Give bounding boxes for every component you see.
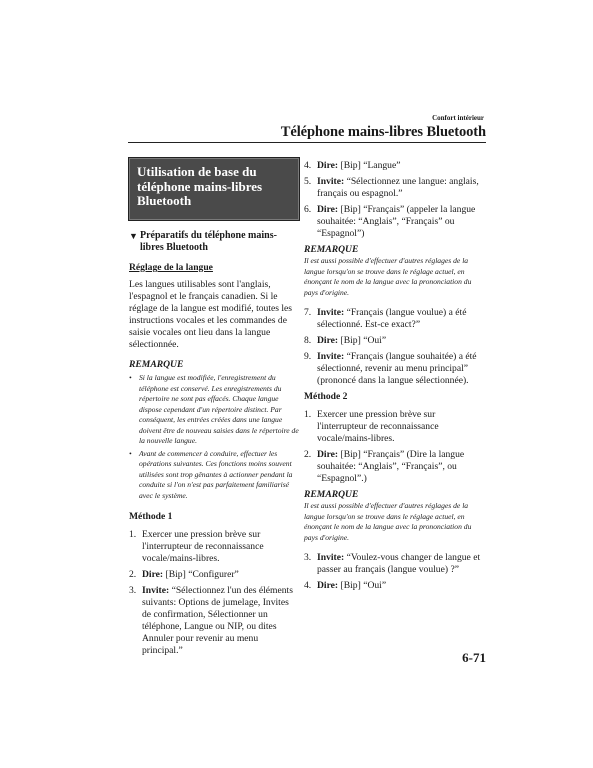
step-text: “Sélectionnez l'un des éléments suivants: Options de jumelage, Invites de confirmation, Sélectionner un téléphone, Langue ou NIP, ou dites Annuler pour revenir au menu principal.”	[142, 585, 293, 656]
step-number: 5.	[304, 176, 312, 187]
right-column	[304, 160, 486, 596]
step-item	[304, 160, 486, 172]
step-number: 2.	[304, 449, 312, 460]
step-text: “Français (langue voulue) a été sélectionné. Est-ce exact?”	[317, 307, 467, 330]
remark-bullet	[129, 373, 299, 447]
step-number: 1.	[129, 529, 137, 540]
step-text: [Bip] “Français” (appeler la langue souhaitée: “Anglais”, “Français” ou “Espagnol”)	[317, 204, 476, 239]
header-divider	[128, 142, 486, 143]
step-keyword: Invite:	[142, 585, 170, 596]
method-1-steps	[129, 529, 299, 657]
step-number: 3.	[129, 585, 137, 596]
step-number: 4.	[304, 580, 312, 591]
step-keyword: Invite:	[317, 307, 345, 318]
header-section-label: Confort intérieur	[432, 114, 484, 122]
language-heading: Réglage de la langue	[129, 262, 213, 273]
method-2-title: Méthode 2	[304, 391, 348, 402]
page-title: Téléphone mains-libres Bluetooth	[280, 124, 486, 140]
bullet-icon: •	[129, 373, 132, 382]
step-keyword: Dire:	[317, 449, 339, 460]
remark-title: REMARQUE	[304, 489, 359, 500]
bullet-text: Si la langue est modifiée, l'enregistrement du téléphone est conservé. Les enregistrements du répertoire ne sont pas effacés. Chaque langue dispose cependant d'un répertoire distinct. Par conséquent, les entrées créées dans une langue doivent être de nouveau saisies dans le répertoire de la nouvelle langue.	[139, 373, 299, 445]
step-text: Exercer une pression brève sur l'interrupteur de reconnaissance vocale/mains-libres.	[142, 529, 264, 564]
step-item	[304, 335, 486, 347]
intro-paragraph: Les langues utilisables sont l'anglais, l'espagnol et le français canadien. Si le réglage de la langue est modifié, toutes les instructions vocales et les commandes de saisie vocales ont lieu dans la langue sélectionnée.	[129, 279, 293, 350]
step-text: “Français (langue souhaitée) a été sélectionné, revenir au menu principal” (prononcé dans la langue sélectionnée).	[317, 351, 477, 386]
step-text: “Sélectionnez une langue: anglais, français ou espagnol.”	[317, 176, 479, 199]
step-item	[304, 351, 486, 387]
page-number: 6-71	[462, 650, 486, 665]
step-number: 4.	[304, 160, 312, 171]
remark-bullets	[129, 373, 299, 501]
step-item	[129, 569, 299, 581]
step-keyword: Dire:	[317, 580, 339, 591]
step-text: Exercer une pression brève sur l'interrupteur de reconnaissance vocale/mains-libres.	[317, 409, 439, 444]
left-column	[129, 158, 299, 661]
step-number: 8.	[304, 335, 312, 346]
step-number: 6.	[304, 204, 312, 215]
remark-text: Il est aussi possible d'effectuer d'autres réglages de la langue lorsqu'on se trouve dans le réglage actuel, en énonçant le nom de la langue avec la prononciation du pays d'origine.	[304, 501, 472, 542]
method-2-steps	[304, 409, 486, 485]
step-text: [Bip] “Oui”	[338, 580, 387, 591]
step-number: 3.	[304, 552, 312, 563]
subheading	[129, 230, 299, 254]
step-item	[304, 307, 486, 331]
remark-text: Il est aussi possible d'effectuer d'autres réglages de la langue lorsqu'on se trouve dans le réglage actuel, en énonçant le nom de la langue avec la prononciation du pays d'origine.	[304, 256, 472, 297]
step-number: 7.	[304, 307, 312, 318]
step-item	[304, 204, 486, 240]
step-text: [Bip] “Configurer”	[163, 569, 239, 580]
step-keyword: Invite:	[317, 351, 345, 362]
section-title-box: Utilisation de base du téléphone mains-libres Bluetooth	[129, 158, 299, 220]
step-item	[304, 580, 486, 592]
step-keyword: Dire:	[317, 204, 339, 215]
language-steps-a	[304, 160, 486, 240]
remark-title: REMARQUE	[304, 244, 359, 255]
step-text: “Voulez-vous changer de langue et passer au français (langue voulue) ?”	[317, 552, 481, 575]
step-keyword: Dire:	[142, 569, 164, 580]
subheading-text: Préparatifs du téléphone mains-libres Bluetooth	[140, 230, 277, 253]
step-keyword: Dire:	[317, 160, 339, 171]
language-steps-b	[304, 307, 486, 387]
step-number: 9.	[304, 351, 312, 362]
step-keyword: Invite:	[317, 176, 345, 187]
method-2-steps-continued	[304, 552, 486, 592]
step-item	[304, 552, 486, 576]
remark-bullet	[129, 449, 299, 502]
method-1-title: Méthode 1	[129, 511, 173, 522]
step-item	[129, 529, 299, 565]
step-text: [Bip] “Français” (Dire la langue souhaitée: “Anglais”, “Français”, ou “Espagnol”.)	[317, 449, 465, 484]
step-text: [Bip] “Oui”	[338, 335, 387, 346]
step-keyword: Invite:	[317, 552, 345, 563]
step-text: [Bip] “Langue”	[338, 160, 401, 171]
step-item	[304, 176, 486, 200]
step-number: 2.	[129, 569, 137, 580]
triangle-marker-icon: ▼	[129, 231, 138, 241]
step-keyword: Dire:	[317, 335, 339, 346]
step-item	[304, 409, 486, 445]
bullet-icon: •	[129, 448, 132, 458]
step-item	[129, 585, 299, 657]
step-item	[304, 449, 486, 485]
step-number: 1.	[304, 409, 312, 420]
remark-title: REMARQUE	[129, 359, 184, 370]
bullet-text: Avant de commencer à conduire, effectuer les opérations suivantes. Ces fonctions moins souvent utilisées sont trop gênantes à actionner pendant la conduite si l'on n'est pas parfaitement familiarisé avec le système.	[139, 448, 293, 500]
